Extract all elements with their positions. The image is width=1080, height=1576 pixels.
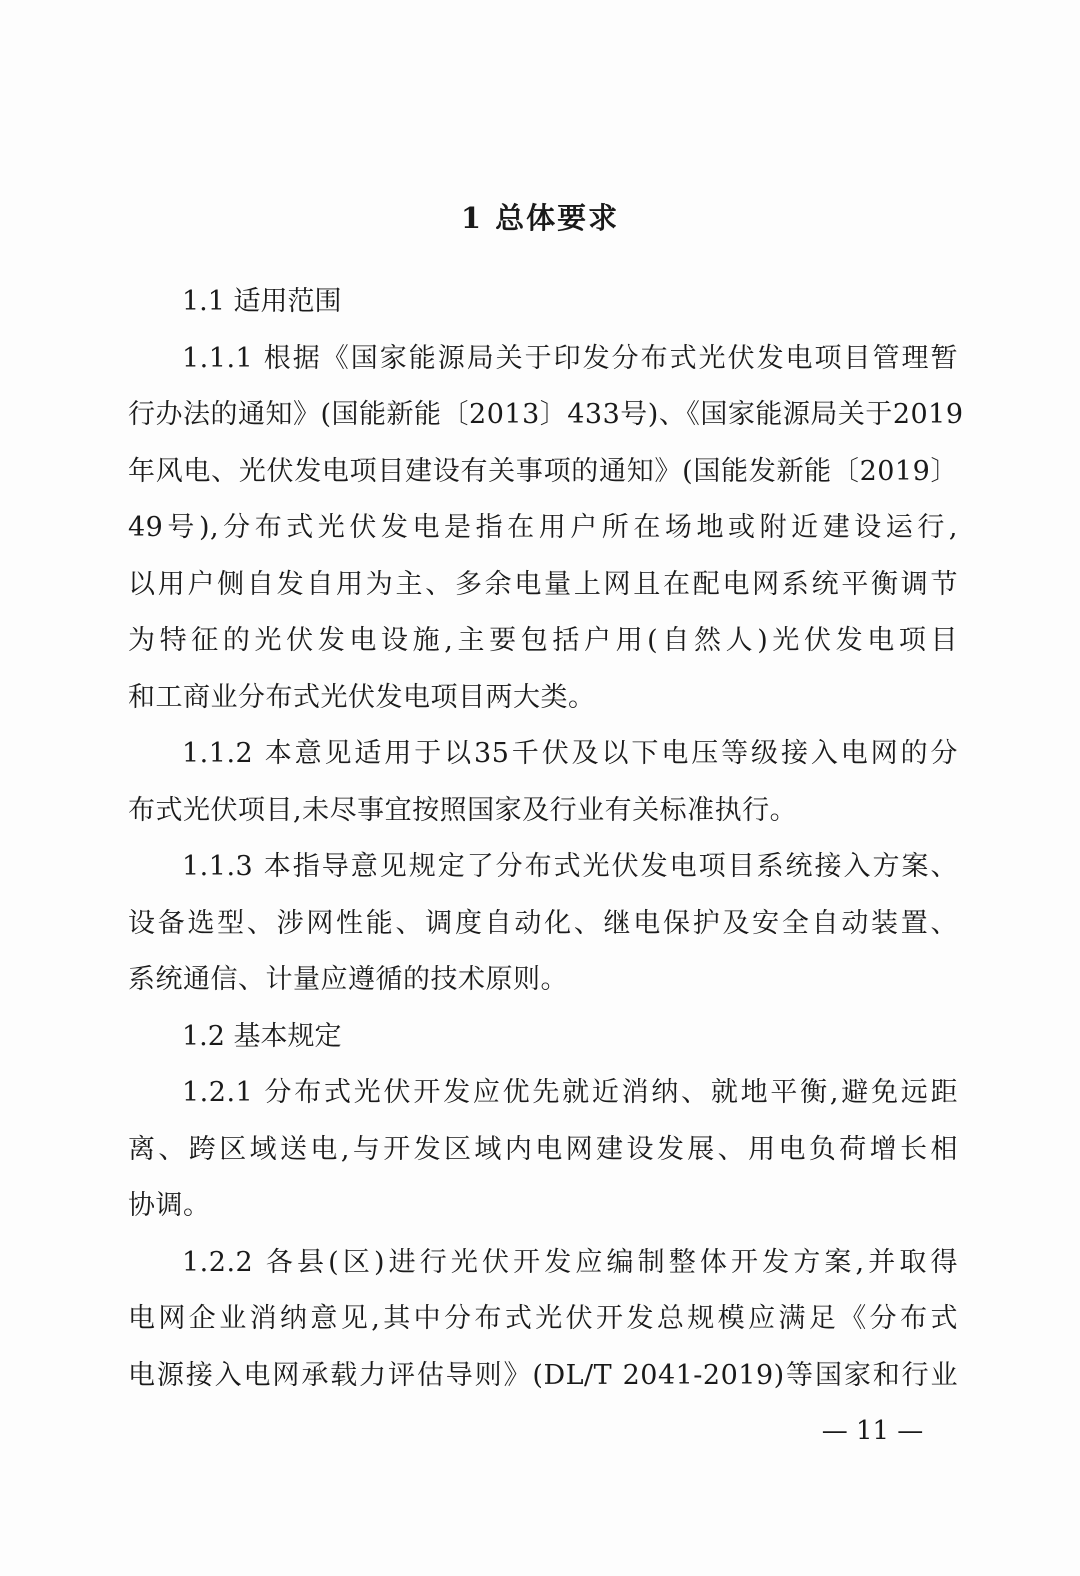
paragraph-line: 系统通信、计量应遵循的技术原则。 bbox=[128, 964, 568, 995]
paragraph-line: 协调。 bbox=[128, 1190, 211, 1221]
subsection-heading-1-1: 1.1 适用范围 bbox=[182, 286, 342, 317]
paragraph-line: 以用户侧自发自用为主、多余电量上网且在配电网系统平衡调节 bbox=[128, 569, 958, 600]
paragraph-line: 1.1.1 根据《国家能源局关于印发分布式光伏发电项目管理暂 bbox=[182, 343, 958, 374]
paragraph-line: 和工商业分布式光伏发电项目两大类。 bbox=[128, 682, 596, 713]
paragraph-line: 1.2.1 分布式光伏开发应优先就近消纳、就地平衡,避免远距 bbox=[182, 1077, 958, 1108]
paragraph-line: 设备选型、涉网性能、调度自动化、继电保护及安全自动装置、 bbox=[128, 908, 958, 939]
paragraph-line: 布式光伏项目,未尽事宜按照国家及行业有关标准执行。 bbox=[128, 795, 798, 826]
paragraph-line: 为特征的光伏发电设施,主要包括户用(自然人)光伏发电项目 bbox=[128, 625, 958, 656]
paragraph-line: 电源接入电网承载力评估导则》(DL/T 2041-2019)等国家和行业 bbox=[128, 1360, 958, 1391]
section-title: 1 总体要求 bbox=[460, 201, 620, 235]
page-number: — 11 — bbox=[821, 1416, 924, 1446]
paragraph-line: 1.2.2 各县(区)进行光伏开发应编制整体开发方案,并取得 bbox=[182, 1247, 958, 1278]
paragraph-line: 年风电、光伏发电项目建设有关事项的通知》(国能发新能〔2019〕 bbox=[128, 456, 958, 487]
paragraph-line: 1.1.2 本意见适用于以35千伏及以下电压等级接入电网的分 bbox=[182, 738, 958, 769]
paragraph-line: 离、跨区域送电,与开发区域内电网建设发展、用电负荷增长相 bbox=[128, 1134, 958, 1165]
paragraph-line: 行办法的通知》(国能新能〔2013〕433号)、《国家能源局关于2019 bbox=[128, 399, 964, 430]
paragraph-line: 电网企业消纳意见,其中分布式光伏开发总规模应满足《分布式 bbox=[128, 1303, 958, 1334]
subsection-heading-1-2: 1.2 基本规定 bbox=[182, 1021, 342, 1052]
paragraph-line: 49号),分布式光伏发电是指在用户所在场地或附近建设运行, bbox=[128, 512, 958, 543]
paragraph-line: 1.1.3 本指导意见规定了分布式光伏发电项目系统接入方案、 bbox=[182, 851, 958, 882]
